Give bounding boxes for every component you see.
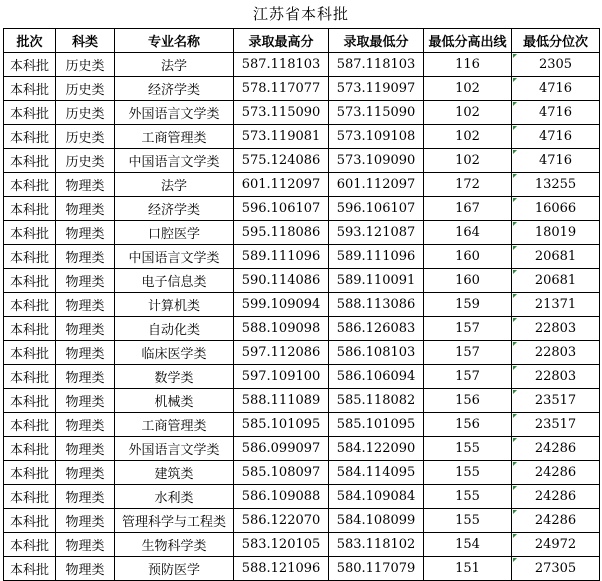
cell-max-score: 585.108097 — [234, 461, 329, 485]
cell-major-name: 自动化类 — [115, 317, 234, 341]
cell-max-score: 575.124086 — [234, 149, 329, 173]
cell-batch: 本科批 — [4, 413, 56, 437]
cell-min-score: 587.118103 — [329, 53, 424, 77]
cell-min-score: 573.109108 — [329, 125, 424, 149]
cell-batch: 本科批 — [4, 197, 56, 221]
cell-above-line: 102 — [424, 149, 512, 173]
cell-max-score: 597.112086 — [234, 341, 329, 365]
cell-subject-type: 物理类 — [56, 293, 115, 317]
cell-subject-type: 历史类 — [56, 149, 115, 173]
cell-major-name: 中国语言文学类 — [115, 245, 234, 269]
header-above-line: 最低分高出线 — [424, 29, 512, 53]
cell-above-line: 157 — [424, 317, 512, 341]
cell-subject-type: 历史类 — [56, 125, 115, 149]
cell-min-rank: 24286 — [512, 485, 600, 509]
cell-max-score: 590.114086 — [234, 269, 329, 293]
table-row — [4, 461, 600, 485]
cell-max-score: 573.115090 — [234, 101, 329, 125]
cell-subject-type: 物理类 — [56, 533, 115, 557]
cell-min-rank: 20681 — [512, 245, 600, 269]
cell-above-line: 164 — [424, 221, 512, 245]
cell-batch: 本科批 — [4, 269, 56, 293]
table-row — [4, 53, 600, 77]
table-title: 江苏省本科批 — [252, 5, 349, 23]
table-row — [4, 485, 600, 509]
cell-subject-type: 物理类 — [56, 365, 115, 389]
cell-major-name: 经济学类 — [115, 77, 234, 101]
cell-major-name: 水利类 — [115, 485, 234, 509]
cell-min-rank: 27305 — [512, 557, 600, 581]
cell-max-score: 596.106107 — [234, 197, 329, 221]
cell-batch: 本科批 — [4, 365, 56, 389]
table-row — [4, 149, 600, 173]
cell-batch: 本科批 — [4, 53, 56, 77]
cell-min-score: 596.106107 — [329, 197, 424, 221]
cell-above-line: 172 — [424, 173, 512, 197]
cell-min-rank: 24286 — [512, 461, 600, 485]
cell-major-name: 口腔医学 — [115, 221, 234, 245]
cell-max-score: 587.118103 — [234, 53, 329, 77]
cell-above-line: 154 — [424, 533, 512, 557]
table-row — [4, 197, 600, 221]
cell-above-line: 157 — [424, 341, 512, 365]
cell-min-score: 584.108099 — [329, 509, 424, 533]
cell-max-score: 585.101095 — [234, 413, 329, 437]
cell-major-name: 外国语言文学类 — [115, 101, 234, 125]
cell-major-name: 管理科学与工程类 — [115, 509, 234, 533]
cell-batch: 本科批 — [4, 125, 56, 149]
cell-subject-type: 物理类 — [56, 173, 115, 197]
cell-max-score: 573.119081 — [234, 125, 329, 149]
cell-batch: 本科批 — [4, 77, 56, 101]
cell-subject-type: 物理类 — [56, 341, 115, 365]
cell-min-rank: 24286 — [512, 509, 600, 533]
table-row — [4, 221, 600, 245]
table-row — [4, 341, 600, 365]
cell-min-rank: 22803 — [512, 365, 600, 389]
cell-min-rank: 20681 — [512, 269, 600, 293]
table-row — [4, 509, 600, 533]
cell-subject-type: 物理类 — [56, 413, 115, 437]
cell-min-rank: 24972 — [512, 533, 600, 557]
cell-major-name: 临床医学类 — [115, 341, 234, 365]
cell-min-rank: 4716 — [512, 149, 600, 173]
cell-max-score: 588.109098 — [234, 317, 329, 341]
cell-max-score: 588.121096 — [234, 557, 329, 581]
cell-batch: 本科批 — [4, 317, 56, 341]
table-row — [4, 125, 600, 149]
cell-min-score: 585.118082 — [329, 389, 424, 413]
cell-min-score: 580.117079 — [329, 557, 424, 581]
header-row — [4, 29, 600, 53]
table-row — [4, 101, 600, 125]
table-row — [4, 437, 600, 461]
cell-min-score: 586.108103 — [329, 341, 424, 365]
cell-min-rank: 23517 — [512, 413, 600, 437]
cell-min-rank: 4716 — [512, 101, 600, 125]
cell-batch: 本科批 — [4, 149, 56, 173]
header-subject-type: 科类 — [56, 29, 115, 53]
cell-above-line: 167 — [424, 197, 512, 221]
cell-max-score: 586.122070 — [234, 509, 329, 533]
cell-above-line: 116 — [424, 53, 512, 77]
cell-max-score: 589.111096 — [234, 245, 329, 269]
cell-min-rank: 2305 — [512, 53, 600, 77]
cell-batch: 本科批 — [4, 341, 56, 365]
cell-max-score: 601.112097 — [234, 173, 329, 197]
cell-subject-type: 物理类 — [56, 557, 115, 581]
cell-batch: 本科批 — [4, 293, 56, 317]
cell-above-line: 160 — [424, 269, 512, 293]
cell-major-name: 数学类 — [115, 365, 234, 389]
cell-max-score: 588.111089 — [234, 389, 329, 413]
cell-major-name: 经济学类 — [115, 197, 234, 221]
cell-max-score: 578.117077 — [234, 77, 329, 101]
cell-batch: 本科批 — [4, 485, 56, 509]
cell-major-name: 预防医学 — [115, 557, 234, 581]
cell-above-line: 155 — [424, 461, 512, 485]
table-row — [4, 557, 600, 581]
cell-batch: 本科批 — [4, 173, 56, 197]
cell-min-score: 593.121087 — [329, 221, 424, 245]
table-row — [4, 77, 600, 101]
cell-above-line: 156 — [424, 413, 512, 437]
cell-min-rank: 21371 — [512, 293, 600, 317]
header-major-name: 专业名称 — [115, 29, 234, 53]
cell-batch: 本科批 — [4, 245, 56, 269]
cell-major-name: 法学 — [115, 173, 234, 197]
table-row — [4, 389, 600, 413]
cell-subject-type: 物理类 — [56, 389, 115, 413]
cell-min-score: 589.111096 — [329, 245, 424, 269]
cell-batch: 本科批 — [4, 101, 56, 125]
header-min-rank: 最低分位次 — [512, 29, 600, 53]
cell-above-line: 155 — [424, 485, 512, 509]
cell-subject-type: 物理类 — [56, 509, 115, 533]
cell-min-rank: 13255 — [512, 173, 600, 197]
cell-major-name: 工商管理类 — [115, 413, 234, 437]
cell-min-score: 584.109084 — [329, 485, 424, 509]
cell-batch: 本科批 — [4, 557, 56, 581]
table-row — [4, 293, 600, 317]
cell-min-rank: 24286 — [512, 437, 600, 461]
cell-min-score: 601.112097 — [329, 173, 424, 197]
cell-above-line: 102 — [424, 77, 512, 101]
table-row — [4, 269, 600, 293]
cell-major-name: 外国语言文学类 — [115, 437, 234, 461]
cell-above-line: 102 — [424, 101, 512, 125]
cell-min-rank: 23517 — [512, 389, 600, 413]
cell-min-score: 573.119097 — [329, 77, 424, 101]
header-batch: 批次 — [4, 29, 56, 53]
cell-max-score: 595.118086 — [234, 221, 329, 245]
cell-major-name: 计算机类 — [115, 293, 234, 317]
table-row — [4, 245, 600, 269]
table-row — [4, 413, 600, 437]
cell-major-name: 生物科学类 — [115, 533, 234, 557]
cell-major-name: 法学 — [115, 53, 234, 77]
cell-above-line: 151 — [424, 557, 512, 581]
cell-batch: 本科批 — [4, 389, 56, 413]
cell-subject-type: 历史类 — [56, 101, 115, 125]
cell-subject-type: 物理类 — [56, 197, 115, 221]
cell-max-score: 586.099097 — [234, 437, 329, 461]
table-row — [4, 317, 600, 341]
header-min-score: 录取最低分 — [329, 29, 424, 53]
cell-min-score: 584.122090 — [329, 437, 424, 461]
cell-batch: 本科批 — [4, 533, 56, 557]
header-max-score: 录取最高分 — [234, 29, 329, 53]
cell-min-score: 586.126083 — [329, 317, 424, 341]
cell-subject-type: 物理类 — [56, 245, 115, 269]
cell-min-score: 586.106094 — [329, 365, 424, 389]
cell-batch: 本科批 — [4, 437, 56, 461]
cell-subject-type: 物理类 — [56, 317, 115, 341]
cell-subject-type: 物理类 — [56, 485, 115, 509]
cell-min-score: 573.109090 — [329, 149, 424, 173]
cell-min-rank: 22803 — [512, 341, 600, 365]
cell-min-rank: 18019 — [512, 221, 600, 245]
cell-min-score: 589.110091 — [329, 269, 424, 293]
cell-above-line: 156 — [424, 389, 512, 413]
cell-above-line: 155 — [424, 509, 512, 533]
cell-above-line: 102 — [424, 125, 512, 149]
cell-above-line: 160 — [424, 245, 512, 269]
cell-major-name: 机械类 — [115, 389, 234, 413]
table-body — [4, 53, 600, 581]
cell-min-score: 588.113086 — [329, 293, 424, 317]
table-row — [4, 173, 600, 197]
cell-subject-type: 历史类 — [56, 53, 115, 77]
cell-max-score: 599.109094 — [234, 293, 329, 317]
cell-batch: 本科批 — [4, 509, 56, 533]
cell-min-score: 585.101095 — [329, 413, 424, 437]
cell-subject-type: 物理类 — [56, 437, 115, 461]
cell-batch: 本科批 — [4, 461, 56, 485]
cell-major-name: 建筑类 — [115, 461, 234, 485]
cell-subject-type: 历史类 — [56, 77, 115, 101]
cell-above-line: 157 — [424, 365, 512, 389]
cell-major-name: 中国语言文学类 — [115, 149, 234, 173]
cell-min-rank: 4716 — [512, 77, 600, 101]
admission-scores-table — [3, 28, 600, 581]
cell-min-score: 584.114095 — [329, 461, 424, 485]
cell-major-name: 电子信息类 — [115, 269, 234, 293]
cell-min-rank: 16066 — [512, 197, 600, 221]
table-row — [4, 365, 600, 389]
cell-above-line: 155 — [424, 437, 512, 461]
cell-max-score: 583.120105 — [234, 533, 329, 557]
cell-batch: 本科批 — [4, 221, 56, 245]
cell-subject-type: 物理类 — [56, 269, 115, 293]
cell-max-score: 597.109100 — [234, 365, 329, 389]
cell-max-score: 586.109088 — [234, 485, 329, 509]
cell-subject-type: 物理类 — [56, 461, 115, 485]
cell-major-name: 工商管理类 — [115, 125, 234, 149]
cell-min-score: 573.115090 — [329, 101, 424, 125]
cell-min-rank: 4716 — [512, 125, 600, 149]
cell-subject-type: 物理类 — [56, 221, 115, 245]
table-row — [4, 533, 600, 557]
cell-above-line: 159 — [424, 293, 512, 317]
cell-min-rank: 22803 — [512, 317, 600, 341]
cell-min-score: 583.118102 — [329, 533, 424, 557]
